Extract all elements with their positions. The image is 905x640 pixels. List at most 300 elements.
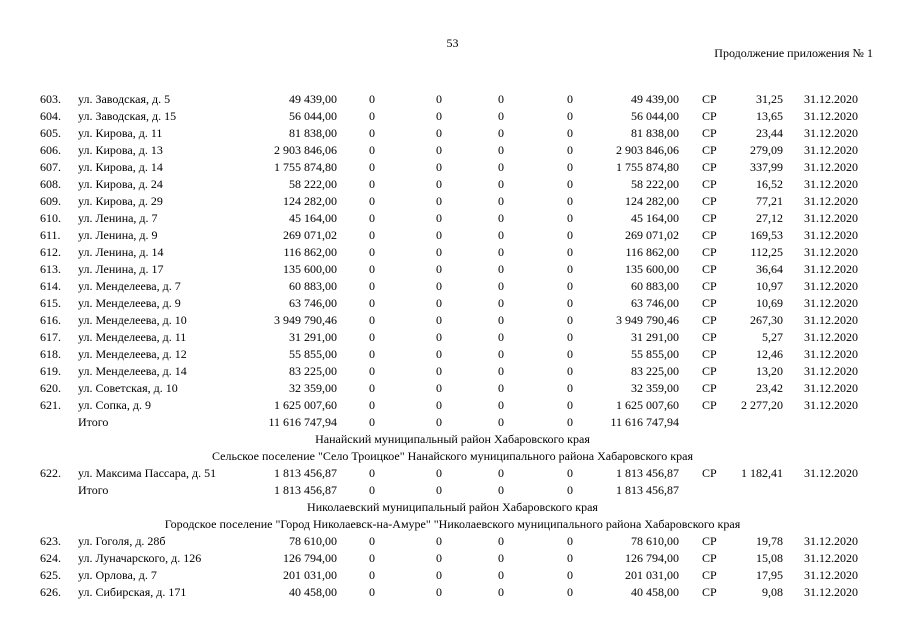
zero-cell-2: 0 [436,347,442,361]
area-cell: 13,20 [756,364,783,378]
area-cell: 27,12 [756,211,783,225]
fund-sum-cell: 201 031,00 [625,568,679,582]
area-cell: 23,42 [756,381,783,395]
row-number: 620. [40,381,61,395]
zero-cell-2: 0 [436,381,442,395]
total-cost-cell: 2 903 846,06 [274,143,337,157]
date-cell: 31.12.2020 [804,330,858,344]
fund-sum-cell: 60 883,00 [631,279,679,293]
zero-cell-4: 0 [567,330,573,344]
address-cell: ул. Кирова, д. 13 [78,143,163,157]
table-row [0,261,905,278]
zero-cell-3: 0 [498,466,504,480]
address-cell: ул. Луначарского, д. 126 [78,551,202,565]
work-type-cell: СР [702,568,717,582]
area-cell: 36,64 [756,262,783,276]
area-cell: 17,95 [756,568,783,582]
date-cell: 31.12.2020 [804,211,858,225]
zero-cell-2: 0 [436,194,442,208]
row-number: 614. [40,279,61,293]
zero-cell-1: 0 [369,109,375,123]
work-type-cell: СР [702,551,717,565]
area-cell: 279,09 [750,143,783,157]
fund-sum-cell: 126 794,00 [625,551,679,565]
zero-cell-3: 0 [498,279,504,293]
work-type-cell: СР [702,126,717,140]
area-cell: 267,30 [750,313,783,327]
address-cell: ул. Менделеева, д. 9 [78,296,181,310]
total-cost-cell: 31 291,00 [289,330,337,344]
row-number: 609. [40,194,61,208]
date-cell: 31.12.2020 [804,364,858,378]
fund-sum-cell: 45 164,00 [631,211,679,225]
row-group-b [0,465,905,482]
table-row [0,465,905,482]
work-type-cell: СР [702,364,717,378]
zero-cell-2: 0 [436,211,442,225]
row-number: 610. [40,211,61,225]
table-row [0,176,905,193]
area-cell: 13,65 [756,109,783,123]
zero-cell-1: 0 [369,126,375,140]
zero-cell-3: 0 [498,551,504,565]
zero-cell-4: 0 [567,296,573,310]
zero-cell-2: 0 [436,313,442,327]
zero-cell-2: 0 [436,109,442,123]
zero-cell-3: 0 [498,109,504,123]
zero-cell-1: 0 [369,279,375,293]
row-number: 615. [40,296,61,310]
fund-sum-cell: 40 458,00 [631,585,679,599]
table-row [0,312,905,329]
total-cost-cell: 60 883,00 [289,279,337,293]
work-type-cell: СР [702,466,717,480]
date-cell: 31.12.2020 [804,296,858,310]
address-cell: ул. Орлова, д. 7 [78,568,157,582]
table-row [0,125,905,142]
date-cell: 31.12.2020 [804,398,858,412]
row-number: 608. [40,177,61,191]
total-cost-cell: 32 359,00 [289,381,337,395]
table-row [0,380,905,397]
district-heading: Николаевский муниципальный район Хабаровского края [307,500,598,514]
row-number: 606. [40,143,61,157]
table-row [0,159,905,176]
address-cell: ул. Менделеева, д. 7 [78,279,181,293]
zero-cell-3: 0 [498,534,504,548]
zero-cell-4: 0 [567,228,573,242]
date-cell: 31.12.2020 [804,109,858,123]
zero-cell-2: 0 [436,92,442,106]
work-type-cell: СР [702,296,717,310]
zero-cell-1: 0 [369,466,375,480]
zero-cell-1: 0 [369,92,375,106]
table-row [0,227,905,244]
zero-cell-3: 0 [498,245,504,259]
zero-cell-4: 0 [567,211,573,225]
date-cell: 31.12.2020 [804,551,858,565]
zero-cell-3: 0 [498,126,504,140]
zero-cell-3: 0 [498,381,504,395]
address-cell: ул. Кирова, д. 24 [78,177,163,191]
address-cell: ул. Ленина, д. 7 [78,211,158,225]
total-row [0,414,905,431]
row-group-a [0,91,905,414]
zero-cell-4: 0 [567,262,573,276]
table-row [0,550,905,567]
work-type-cell: СР [702,228,717,242]
date-cell: 31.12.2020 [804,347,858,361]
area-cell: 169,53 [750,228,783,242]
total-sum: 1 813 456,87 [616,483,679,497]
address-cell: ул. Кирова, д. 11 [78,126,163,140]
zero-cell-2: 0 [436,568,442,582]
work-type-cell: СР [702,330,717,344]
row-number: 625. [40,568,61,582]
work-type-cell: СР [702,211,717,225]
total-cost-cell: 58 222,00 [289,177,337,191]
work-type-cell: СР [702,92,717,106]
total-cost-cell: 1 625 007,60 [274,398,337,412]
zero-cell-2: 0 [436,585,442,599]
total-zero-3: 0 [498,483,504,497]
zero-cell-4: 0 [567,398,573,412]
date-cell: 31.12.2020 [804,534,858,548]
total-zero-4: 0 [567,415,573,429]
fund-sum-cell: 1 813 456,87 [616,466,679,480]
row-number: 619. [40,364,61,378]
total-label: Итого [78,483,109,497]
address-cell: ул. Менделеева, д. 14 [78,364,187,378]
zero-cell-1: 0 [369,347,375,361]
zero-cell-1: 0 [369,381,375,395]
row-number: 607. [40,160,61,174]
total-zero-3: 0 [498,415,504,429]
table-row [0,193,905,210]
total-cost-cell: 49 439,00 [289,92,337,106]
work-type-cell: СР [702,109,717,123]
work-type-cell: СР [702,585,717,599]
total-cost-cell: 1 813 456,87 [274,466,337,480]
zero-cell-1: 0 [369,160,375,174]
zero-cell-1: 0 [369,398,375,412]
total-zero-4: 0 [567,483,573,497]
date-cell: 31.12.2020 [804,381,858,395]
zero-cell-3: 0 [498,364,504,378]
fund-sum-cell: 81 838,00 [631,126,679,140]
fund-sum-cell: 1 755 874,80 [616,160,679,174]
total-cost-cell: 126 794,00 [283,551,337,565]
fund-sum-cell: 32 359,00 [631,381,679,395]
zero-cell-3: 0 [498,398,504,412]
zero-cell-4: 0 [567,381,573,395]
zero-cell-1: 0 [369,313,375,327]
zero-cell-3: 0 [498,160,504,174]
row-number: 612. [40,245,61,259]
fund-sum-cell: 269 071,02 [625,228,679,242]
zero-cell-1: 0 [369,364,375,378]
total-sum: 11 616 747,94 [610,415,679,429]
table-row [0,567,905,584]
date-cell: 31.12.2020 [804,466,858,480]
table-row [0,363,905,380]
zero-cell-3: 0 [498,228,504,242]
work-type-cell: СР [702,262,717,276]
table-row [0,244,905,261]
address-cell: ул. Гоголя, д. 28б [78,534,166,548]
zero-cell-4: 0 [567,126,573,140]
table-row [0,91,905,108]
area-cell: 10,97 [756,279,783,293]
table-row [0,278,905,295]
work-type-cell: СР [702,534,717,548]
area-cell: 15,08 [756,551,783,565]
row-number: 611. [40,228,61,242]
total-cost-cell: 78 610,00 [289,534,337,548]
total-cost-cell: 135 600,00 [283,262,337,276]
total-cost-cell: 1 755 874,80 [274,160,337,174]
zero-cell-4: 0 [567,194,573,208]
table-row [0,108,905,125]
zero-cell-2: 0 [436,466,442,480]
date-cell: 31.12.2020 [804,313,858,327]
zero-cell-4: 0 [567,347,573,361]
total-cost-cell: 124 282,00 [283,194,337,208]
fund-sum-cell: 58 222,00 [631,177,679,191]
total-cost: 11 616 747,94 [268,415,337,429]
row-number: 603. [40,92,61,106]
area-cell: 112,25 [750,245,783,259]
zero-cell-3: 0 [498,262,504,276]
table-row [0,584,905,601]
address-cell: ул. Заводская, д. 15 [78,109,177,123]
total-cost-cell: 3 949 790,46 [274,313,337,327]
zero-cell-1: 0 [369,194,375,208]
area-cell: 337,99 [750,160,783,174]
zero-cell-4: 0 [567,177,573,191]
zero-cell-2: 0 [436,330,442,344]
row-number: 617. [40,330,61,344]
zero-cell-2: 0 [436,398,442,412]
zero-cell-3: 0 [498,211,504,225]
date-cell: 31.12.2020 [804,177,858,191]
fund-sum-cell: 116 862,00 [625,245,679,259]
fund-sum-cell: 124 282,00 [625,194,679,208]
table-row [0,210,905,227]
zero-cell-1: 0 [369,296,375,310]
settlement-heading: Городское поселение "Город Николаевск-на-Амуре" "Николаевского муниципального района Хабаровского края [164,517,741,531]
date-cell: 31.12.2020 [804,194,858,208]
address-cell: ул. Ленина, д. 9 [78,228,158,242]
fund-sum-cell: 31 291,00 [631,330,679,344]
row-number: 613. [40,262,61,276]
date-cell: 31.12.2020 [804,92,858,106]
address-cell: ул. Менделеева, д. 11 [78,330,187,344]
row-number: 624. [40,551,61,565]
page-number: 53 [446,36,459,50]
zero-cell-4: 0 [567,92,573,106]
work-type-cell: СР [702,245,717,259]
address-cell: ул. Сибирская, д. 171 [78,585,187,599]
zero-cell-2: 0 [436,160,442,174]
fund-sum-cell: 3 949 790,46 [616,313,679,327]
row-number: 616. [40,313,61,327]
work-type-cell: СР [702,143,717,157]
work-type-cell: СР [702,160,717,174]
row-number: 623. [40,534,61,548]
zero-cell-4: 0 [567,585,573,599]
address-cell: ул. Кирова, д. 29 [78,194,163,208]
fund-sum-cell: 78 610,00 [631,534,679,548]
zero-cell-4: 0 [567,245,573,259]
zero-cell-1: 0 [369,262,375,276]
zero-cell-3: 0 [498,313,504,327]
zero-cell-1: 0 [369,585,375,599]
zero-cell-4: 0 [567,568,573,582]
row-number: 605. [40,126,61,140]
area-cell: 10,69 [756,296,783,310]
row-number: 604. [40,109,61,123]
zero-cell-2: 0 [436,177,442,191]
zero-cell-2: 0 [436,126,442,140]
zero-cell-1: 0 [369,568,375,582]
work-type-cell: СР [702,381,717,395]
address-cell: ул. Кирова, д. 14 [78,160,163,174]
total-cost-cell: 269 071,02 [283,228,337,242]
row-number: 622. [40,466,61,480]
address-cell: ул. Советская, д. 10 [78,381,178,395]
zero-cell-4: 0 [567,313,573,327]
work-type-cell: СР [702,177,717,191]
zero-cell-3: 0 [498,194,504,208]
settlement-heading: Сельское поселение "Село Троицкое" Нанайского муниципального района Хабаровского края [212,449,693,463]
table-row [0,142,905,159]
zero-cell-1: 0 [369,177,375,191]
fund-sum-cell: 56 044,00 [631,109,679,123]
table-row [0,329,905,346]
date-cell: 31.12.2020 [804,160,858,174]
zero-cell-2: 0 [436,279,442,293]
fund-sum-cell: 2 903 846,06 [616,143,679,157]
fund-sum-cell: 49 439,00 [631,92,679,106]
district-heading: Нанайский муниципальный район Хабаровского края [315,432,590,446]
zero-cell-3: 0 [498,585,504,599]
zero-cell-4: 0 [567,364,573,378]
total-cost-cell: 81 838,00 [289,126,337,140]
fund-sum-cell: 55 855,00 [631,347,679,361]
area-cell: 19,78 [756,534,783,548]
zero-cell-1: 0 [369,330,375,344]
zero-cell-1: 0 [369,228,375,242]
work-type-cell: СР [702,347,717,361]
area-cell: 12,46 [756,347,783,361]
date-cell: 31.12.2020 [804,126,858,140]
table-row [0,295,905,312]
area-cell: 5,27 [762,330,783,344]
zero-cell-3: 0 [498,177,504,191]
zero-cell-3: 0 [498,296,504,310]
zero-cell-3: 0 [498,568,504,582]
zero-cell-2: 0 [436,296,442,310]
address-cell: ул. Менделеева, д. 12 [78,347,187,361]
date-cell: 31.12.2020 [804,228,858,242]
area-cell: 23,44 [756,126,783,140]
row-number: 626. [40,585,61,599]
zero-cell-2: 0 [436,245,442,259]
total-row [0,482,905,499]
zero-cell-4: 0 [567,109,573,123]
date-cell: 31.12.2020 [804,568,858,582]
total-cost: 1 813 456,87 [274,483,337,497]
area-cell: 2 277,20 [741,398,783,412]
address-cell: ул. Максима Пассара, д. 51 [78,466,217,480]
fund-sum-cell: 135 600,00 [625,262,679,276]
zero-cell-2: 0 [436,551,442,565]
area-cell: 77,21 [756,194,783,208]
zero-cell-2: 0 [436,143,442,157]
fund-sum-cell: 63 746,00 [631,296,679,310]
zero-cell-3: 0 [498,330,504,344]
work-type-cell: СР [702,279,717,293]
total-zero-2: 0 [436,483,442,497]
address-cell: ул. Ленина, д. 17 [78,262,164,276]
total-label: Итого [78,415,109,429]
address-cell: ул. Ленина, д. 14 [78,245,164,259]
area-cell: 1 182,41 [741,466,783,480]
table-row [0,397,905,414]
zero-cell-2: 0 [436,228,442,242]
zero-cell-1: 0 [369,245,375,259]
zero-cell-1: 0 [369,211,375,225]
work-type-cell: СР [702,398,717,412]
date-cell: 31.12.2020 [804,279,858,293]
total-zero-2: 0 [436,415,442,429]
zero-cell-1: 0 [369,534,375,548]
total-zero-1: 0 [369,483,375,497]
address-cell: ул. Сопка, д. 9 [78,398,151,412]
total-cost-cell: 40 458,00 [289,585,337,599]
zero-cell-2: 0 [436,364,442,378]
zero-cell-1: 0 [369,551,375,565]
work-type-cell: СР [702,313,717,327]
zero-cell-2: 0 [436,534,442,548]
address-cell: ул. Заводская, д. 5 [78,92,171,106]
total-cost-cell: 45 164,00 [289,211,337,225]
data-table [0,91,905,601]
zero-cell-3: 0 [498,347,504,361]
date-cell: 31.12.2020 [804,143,858,157]
date-cell: 31.12.2020 [804,245,858,259]
table-row [0,533,905,550]
zero-cell-2: 0 [436,262,442,276]
zero-cell-4: 0 [567,534,573,548]
continuation-label: Продолжение приложения № 1 [714,46,873,60]
zero-cell-4: 0 [567,551,573,565]
zero-cell-3: 0 [498,92,504,106]
zero-cell-1: 0 [369,143,375,157]
zero-cell-4: 0 [567,279,573,293]
zero-cell-4: 0 [567,466,573,480]
zero-cell-4: 0 [567,160,573,174]
row-number: 618. [40,347,61,361]
total-zero-1: 0 [369,415,375,429]
area-cell: 9,08 [762,585,783,599]
table-row [0,346,905,363]
address-cell: ул. Менделеева, д. 10 [78,313,187,327]
date-cell: 31.12.2020 [804,262,858,276]
date-cell: 31.12.2020 [804,585,858,599]
total-cost-cell: 83 225,00 [289,364,337,378]
